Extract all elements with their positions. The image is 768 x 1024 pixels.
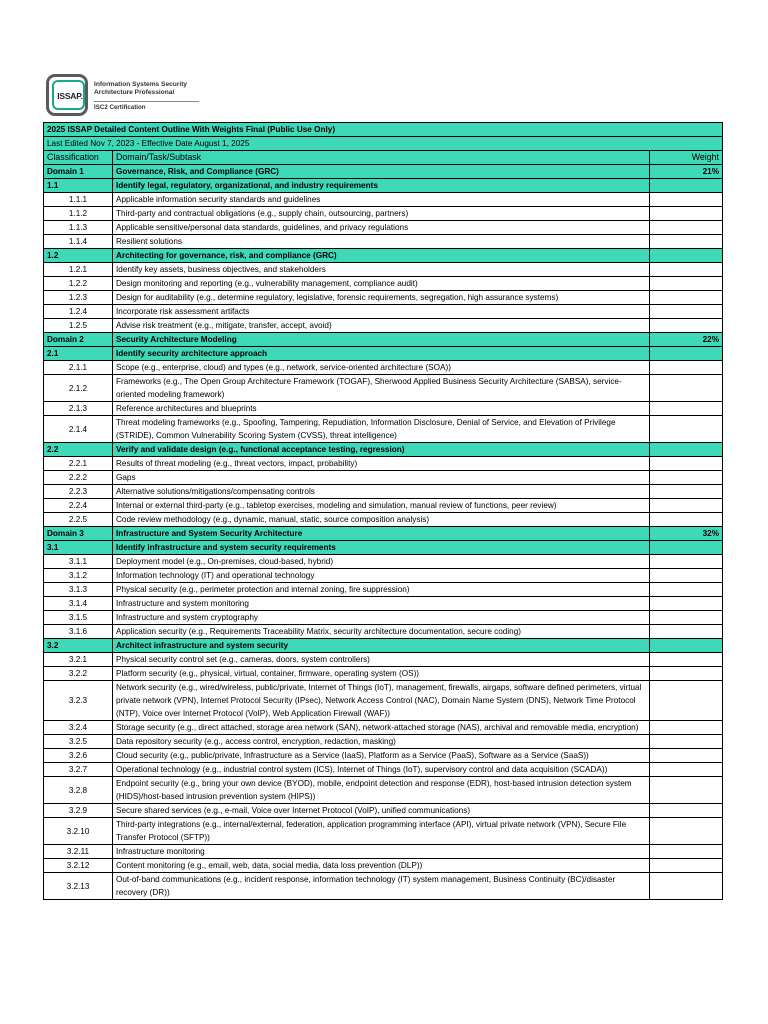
domain-row [44, 527, 723, 541]
weight-cell [649, 513, 722, 527]
task-code: 3.2 [44, 639, 113, 653]
subtask-code: 3.2.4 [44, 721, 113, 735]
weight-cell [649, 291, 722, 305]
subtask-code: 3.2.5 [44, 735, 113, 749]
weight-cell [649, 499, 722, 513]
weight-cell [649, 583, 722, 597]
subtask-text: Cloud security (e.g., public/private, Infrastructure as a Service (IaaS), Platform as a Service (PaaS), Software as a Service (SaaS)) [113, 749, 650, 763]
subtask-code: 3.2.13 [44, 873, 113, 900]
subtask-text: Design monitoring and reporting (e.g., vulnerability management, compliance audit) [113, 277, 650, 291]
weight-cell [649, 845, 722, 859]
subtask-text: Design for auditability (e.g., determine regulatory, legislative, forensic requirements, segregation, high assurance systems) [113, 291, 650, 305]
subtask-row [44, 277, 723, 291]
logo-certification: ISC2 Certification [94, 104, 146, 111]
edit-date-row [44, 137, 723, 151]
weight-cell [649, 763, 722, 777]
weight-cell [649, 859, 722, 873]
subtask-code: 1.2.2 [44, 277, 113, 291]
subtask-row [44, 583, 723, 597]
task-code: 3.1 [44, 541, 113, 555]
subtask-row [44, 221, 723, 235]
subtask-text: Physical security (e.g., perimeter protection and internal zoning, fire suppression) [113, 583, 650, 597]
weight-cell [649, 735, 722, 749]
weight-cell [649, 179, 722, 193]
weight-cell [649, 625, 722, 639]
weight-cell [649, 555, 722, 569]
weight-cell [649, 249, 722, 263]
subtask-code: 3.2.9 [44, 804, 113, 818]
document-title-row [44, 123, 723, 137]
subtask-row [44, 625, 723, 639]
weight-cell [649, 277, 722, 291]
weight-cell [649, 361, 722, 375]
subtask-text: Threat modeling frameworks (e.g., Spoofing, Tampering, Repudiation, Information Disclosure, Denial of Service, and Elevation of Privilege (STRIDE), Common Vulnerability Scoring System (CVSS), threat intelligence) [113, 416, 650, 443]
weight-cell [649, 207, 722, 221]
subtask-text: Out-of-band communications (e.g., incident response, information technology (IT) system management, Business Continuity (BC)/disaster recovery (DR)) [113, 873, 650, 900]
subtask-code: 3.1.3 [44, 583, 113, 597]
weight-cell [649, 597, 722, 611]
logo-divider [94, 101, 199, 102]
weight-cell [649, 569, 722, 583]
subtask-text: Secure shared services (e.g., e-mail, Voice over Internet Protocol (VoIP), unified communications) [113, 804, 650, 818]
subtask-row [44, 681, 723, 721]
subtask-code: 1.1.4 [44, 235, 113, 249]
logo-title-line2: Architecture Professional [94, 89, 175, 96]
subtask-row [44, 749, 723, 763]
domain-title: Governance, Risk, and Compliance (GRC) [113, 165, 650, 179]
subtask-row [44, 597, 723, 611]
subtask-code: 2.2.1 [44, 457, 113, 471]
subtask-code: 2.1.2 [44, 375, 113, 402]
subtask-text: Frameworks (e.g., The Open Group Architecture Framework (TOGAF), Sherwood Applied Business Security Architecture (SABSA), service-oriented modeling framework) [113, 375, 650, 402]
weight-cell [649, 457, 722, 471]
subtask-row [44, 263, 723, 277]
subtask-text: Results of threat modeling (e.g., threat vectors, impact, probability) [113, 457, 650, 471]
subtask-text: Incorporate risk assessment artifacts [113, 305, 650, 319]
task-row [44, 179, 723, 193]
subtask-text: Advise risk treatment (e.g., mitigate, transfer, accept, avoid) [113, 319, 650, 333]
subtask-row [44, 235, 723, 249]
subtask-row [44, 777, 723, 804]
subtask-row [44, 319, 723, 333]
subtask-code: 2.2.2 [44, 471, 113, 485]
subtask-code: 1.2.4 [44, 305, 113, 319]
subtask-row [44, 207, 723, 221]
domain-code: Domain 2 [44, 333, 113, 347]
weight-cell [649, 235, 722, 249]
subtask-code: 2.1.4 [44, 416, 113, 443]
subtask-row [44, 818, 723, 845]
weight-cell [649, 749, 722, 763]
domain-row [44, 165, 723, 179]
weight-cell [649, 319, 722, 333]
subtask-code: 2.2.4 [44, 499, 113, 513]
weight-cell [649, 263, 722, 277]
subtask-text: Infrastructure and system cryptography [113, 611, 650, 625]
weight-cell [649, 416, 722, 443]
subtask-code: 3.1.4 [44, 597, 113, 611]
header-weight: Weight [649, 151, 722, 165]
weight-cell [649, 375, 722, 402]
subtask-code: 3.2.8 [44, 777, 113, 804]
subtask-code: 3.1.6 [44, 625, 113, 639]
subtask-code: 1.1.2 [44, 207, 113, 221]
subtask-row [44, 513, 723, 527]
subtask-row [44, 873, 723, 900]
subtask-text: Infrastructure monitoring [113, 845, 650, 859]
subtask-row [44, 193, 723, 207]
subtask-row [44, 611, 723, 625]
subtask-row [44, 667, 723, 681]
task-title: Identify legal, regulatory, organizational, and industry requirements [113, 179, 650, 193]
subtask-code: 1.2.3 [44, 291, 113, 305]
content-outline-table [43, 122, 723, 900]
weight-cell [649, 653, 722, 667]
subtask-code: 3.2.3 [44, 681, 113, 721]
task-code: 2.2 [44, 443, 113, 457]
logo-title [94, 81, 187, 97]
weight-cell: 21% [649, 165, 722, 179]
weight-cell [649, 193, 722, 207]
issap-badge-icon [46, 74, 88, 116]
weight-cell [649, 777, 722, 804]
subtask-code: 1.1.3 [44, 221, 113, 235]
subtask-text: Physical security control set (e.g., cameras, doors, system controllers) [113, 653, 650, 667]
header-task: Domain/Task/Subtask [113, 151, 650, 165]
subtask-row [44, 804, 723, 818]
task-code: 1.2 [44, 249, 113, 263]
weight-cell [649, 443, 722, 457]
subtask-text: Third-party and contractual obligations (e.g., supply chain, outsourcing, partners) [113, 207, 650, 221]
subtask-code: 2.2.3 [44, 485, 113, 499]
subtask-code: 2.1.1 [44, 361, 113, 375]
subtask-code: 1.2.5 [44, 319, 113, 333]
subtask-row [44, 402, 723, 416]
domain-row [44, 333, 723, 347]
task-title: Identify infrastructure and system security requirements [113, 541, 650, 555]
subtask-text: Endpoint security (e.g., bring your own device (BYOD), mobile, endpoint detection and response (EDR), host-based intrusion detection system (HIDS)/host-based intrusion prevention system (HIPS)) [113, 777, 650, 804]
subtask-text: Code review methodology (e.g., dynamic, manual, static, source composition analysis) [113, 513, 650, 527]
subtask-code: 2.1.3 [44, 402, 113, 416]
task-row [44, 443, 723, 457]
subtask-code: 1.2.1 [44, 263, 113, 277]
weight-cell [649, 818, 722, 845]
task-title: Architecting for governance, risk, and compliance (GRC) [113, 249, 650, 263]
subtask-code: 3.2.10 [44, 818, 113, 845]
header-classification: Classification [44, 151, 113, 165]
task-title: Verify and validate design (e.g., functional acceptance testing, regression) [113, 443, 650, 457]
subtask-text: Reference architectures and blueprints [113, 402, 650, 416]
subtask-row [44, 499, 723, 513]
task-code: 1.1 [44, 179, 113, 193]
subtask-code: 3.2.7 [44, 763, 113, 777]
subtask-row [44, 291, 723, 305]
edit-date: Last Edited Nov 7, 2023 - Effective Date August 1, 2025 [44, 137, 723, 151]
subtask-text: Infrastructure and system monitoring [113, 597, 650, 611]
subtask-row [44, 859, 723, 873]
subtask-code: 3.2.12 [44, 859, 113, 873]
subtask-text: Information technology (IT) and operational technology [113, 569, 650, 583]
content-outline-body [44, 123, 723, 900]
domain-code: Domain 3 [44, 527, 113, 541]
subtask-row [44, 735, 723, 749]
subtask-text: Application security (e.g., Requirements Traceability Matrix, security architecture documentation, secure coding) [113, 625, 650, 639]
subtask-code: 1.1.1 [44, 193, 113, 207]
column-header-row [44, 151, 723, 165]
subtask-code: 3.1.1 [44, 555, 113, 569]
isc2-logo [46, 74, 246, 120]
subtask-row [44, 305, 723, 319]
subtask-row [44, 763, 723, 777]
subtask-code: 3.2.6 [44, 749, 113, 763]
weight-cell: 32% [649, 527, 722, 541]
logo-title-line1: Information Systems Security [94, 81, 188, 88]
task-title: Identify security architecture approach [113, 347, 650, 361]
task-row [44, 541, 723, 555]
subtask-text: Identify key assets, business objectives, and stakeholders [113, 263, 650, 277]
subtask-text: Internal or external third-party (e.g., tabletop exercises, modeling and simulation, manual review of functions, peer review) [113, 499, 650, 513]
subtask-text: Deployment model (e.g., On-premises, cloud-based, hybrid) [113, 555, 650, 569]
task-title: Architect infrastructure and system security [113, 639, 650, 653]
weight-cell [649, 804, 722, 818]
subtask-text: Applicable information security standards and guidelines [113, 193, 650, 207]
badge-text: ISSAP. [57, 91, 83, 101]
subtask-row [44, 457, 723, 471]
subtask-text: Scope (e.g., enterprise, cloud) and types (e.g., network, service-oriented architecture (SOA)) [113, 361, 650, 375]
task-row [44, 249, 723, 263]
weight-cell [649, 485, 722, 499]
subtask-row [44, 555, 723, 569]
subtask-row [44, 416, 723, 443]
subtask-text: Platform security (e.g., physical, virtual, container, firmware, operating system (OS)) [113, 667, 650, 681]
subtask-row [44, 721, 723, 735]
domain-title: Security Architecture Modeling [113, 333, 650, 347]
subtask-row [44, 845, 723, 859]
weight-cell [649, 402, 722, 416]
subtask-row [44, 485, 723, 499]
subtask-text: Network security (e.g., wired/wireless, public/private, Internet of Things (IoT), management, firewalls, airgaps, software defined perimeters, virtual private network (VPN), Internet Protocol Security (IPsec), Network Access Control (NAC), Domain Name System (DNS), Network Time Protocol (NTP), Voice over Internet Protocol (VoIP), Web Application Firewall (WAF)) [113, 681, 650, 721]
subtask-text: Storage security (e.g., direct attached, storage area network (SAN), network-attached storage (NAS), archival and removable media, encryption) [113, 721, 650, 735]
task-row [44, 639, 723, 653]
subtask-row [44, 361, 723, 375]
subtask-text: Resilient solutions [113, 235, 650, 249]
weight-cell [649, 221, 722, 235]
weight-cell [649, 667, 722, 681]
document-title: 2025 ISSAP Detailed Content Outline With Weights Final (Public Use Only) [44, 123, 723, 137]
weight-cell [649, 873, 722, 900]
subtask-text: Alternative solutions/mitigations/compensating controls [113, 485, 650, 499]
subtask-row [44, 375, 723, 402]
task-row [44, 347, 723, 361]
subtask-row [44, 471, 723, 485]
subtask-text: Data repository security (e.g., access control, encryption, redaction, masking) [113, 735, 650, 749]
subtask-text: Content monitoring (e.g., email, web, data, social media, data loss prevention (DLP)) [113, 859, 650, 873]
subtask-row [44, 569, 723, 583]
domain-code: Domain 1 [44, 165, 113, 179]
subtask-row [44, 653, 723, 667]
subtask-code: 3.1.5 [44, 611, 113, 625]
domain-title: Infrastructure and System Security Architecture [113, 527, 650, 541]
weight-cell [649, 305, 722, 319]
subtask-text: Third-party integrations (e.g., internal/external, federation, application programming interface (API), virtual private network (VPN), Secure File Transfer Protocol (SFTP)) [113, 818, 650, 845]
weight-cell: 22% [649, 333, 722, 347]
subtask-code: 2.2.5 [44, 513, 113, 527]
weight-cell [649, 611, 722, 625]
weight-cell [649, 681, 722, 721]
task-code: 2.1 [44, 347, 113, 361]
subtask-code: 3.2.11 [44, 845, 113, 859]
subtask-text: Gaps [113, 471, 650, 485]
subtask-code: 3.2.2 [44, 667, 113, 681]
subtask-text: Operational technology (e.g., industrial control system (ICS), Internet of Things (IoT), supervisory control and data acquisition (SCADA)) [113, 763, 650, 777]
weight-cell [649, 471, 722, 485]
subtask-text: Applicable sensitive/personal data standards, guidelines, and privacy regulations [113, 221, 650, 235]
weight-cell [649, 639, 722, 653]
subtask-code: 3.2.1 [44, 653, 113, 667]
subtask-code: 3.1.2 [44, 569, 113, 583]
weight-cell [649, 347, 722, 361]
weight-cell [649, 721, 722, 735]
weight-cell [649, 541, 722, 555]
